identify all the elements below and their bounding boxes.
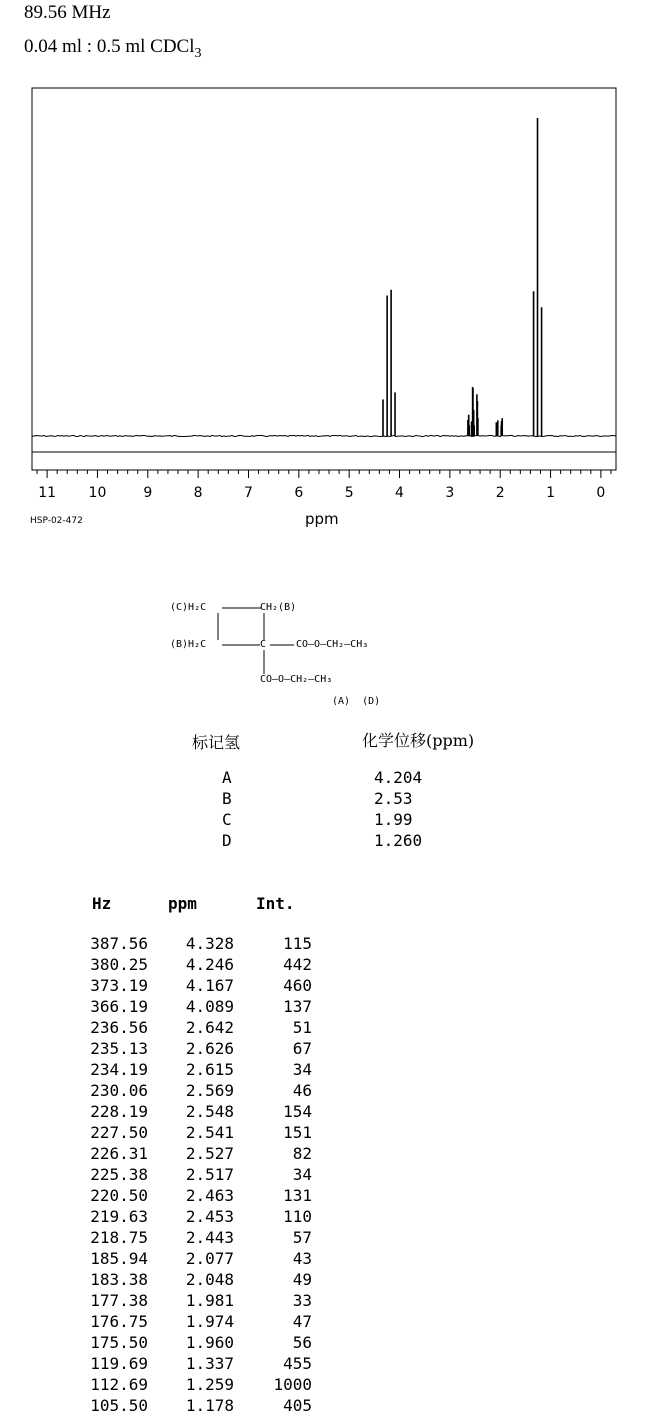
shift-label: C — [222, 810, 232, 829]
spectrum-baseline — [32, 435, 616, 436]
x-tick-label: 10 — [88, 485, 107, 501]
peak-intensity: 46 — [292, 1081, 312, 1100]
table-row — [80, 955, 340, 976]
peak-hz: 387.56 — [90, 934, 148, 953]
nmr-spectrum-chart — [0, 0, 652, 540]
peak-hz: 105.50 — [90, 1396, 148, 1415]
x-axis-label: ppm — [305, 510, 339, 528]
x-tick-label: 0 — [596, 485, 606, 501]
peak-intensity: 1000 — [273, 1375, 312, 1394]
table-row — [80, 1144, 340, 1165]
peak-hz: 228.19 — [90, 1102, 148, 1121]
peak-intensity: 34 — [292, 1165, 312, 1184]
peak-hz: 219.63 — [90, 1207, 148, 1226]
shift-label: A — [222, 768, 232, 787]
peak-ppm: 2.548 — [185, 1102, 234, 1121]
structure-ester-2: CO—O—CH₂—CH₃ — [260, 674, 333, 685]
peak-ppm: 4.328 — [185, 934, 234, 953]
peak-hz: 175.50 — [90, 1333, 148, 1352]
table-row — [80, 976, 340, 997]
peak-ppm: 2.443 — [185, 1228, 234, 1247]
peak-intensity: 49 — [292, 1270, 312, 1289]
peak-hz: 236.56 — [90, 1018, 148, 1037]
peak-intensity: 151 — [283, 1123, 312, 1142]
shift-value: 4.204 — [374, 768, 423, 787]
peak-ppm: 2.642 — [185, 1018, 234, 1037]
table-row — [80, 1228, 340, 1249]
peak-hz: 234.19 — [90, 1060, 148, 1079]
table-row — [80, 997, 340, 1018]
peak-ppm: 1.981 — [185, 1291, 234, 1310]
peak-ppm: 2.626 — [185, 1039, 234, 1058]
shift-header-ppm: 化学位移(ppm) — [362, 731, 475, 750]
shift-assignment-table — [200, 768, 500, 852]
peak-ppm: 4.167 — [185, 976, 234, 995]
sample-text: 0.04 ml : 0.5 ml CDCl — [24, 36, 195, 57]
peak-ppm: 2.463 — [185, 1186, 234, 1205]
table-row — [80, 1165, 340, 1186]
shift-row — [200, 789, 500, 810]
structure-ester-1: CO—O—CH₂—CH₃ — [296, 639, 369, 650]
peak-intensity: 67 — [292, 1039, 312, 1058]
x-tick-label: 7 — [244, 485, 253, 501]
shift-row — [200, 768, 500, 789]
peak-ppm: 2.541 — [185, 1123, 234, 1142]
shift-value: 2.53 — [374, 789, 413, 808]
peak-ppm: 2.569 — [185, 1081, 234, 1100]
peak-header-hz: Hz — [92, 894, 112, 913]
peak-intensity: 34 — [292, 1060, 312, 1079]
peak-hz: 185.94 — [90, 1249, 148, 1268]
x-tick-label: 9 — [143, 485, 153, 501]
shift-row — [200, 831, 500, 852]
peak-intensity: 154 — [283, 1102, 312, 1121]
peak-hz: 230.06 — [90, 1081, 148, 1100]
plot-frame — [32, 88, 616, 470]
peak-intensity: 56 — [292, 1333, 312, 1352]
table-row — [80, 1207, 340, 1228]
peak-hz: 366.19 — [90, 997, 148, 1016]
structure-ch2-b-left: (B)H₂C — [170, 639, 207, 650]
table-row — [80, 934, 340, 955]
peak-hz: 225.38 — [90, 1165, 148, 1184]
peak-hz: 218.75 — [90, 1228, 148, 1247]
peak-ppm: 1.259 — [185, 1375, 234, 1394]
peak-ppm: 2.517 — [185, 1165, 234, 1184]
structure-labels-ad: (A) (D) — [332, 696, 381, 707]
x-tick-label: 5 — [344, 485, 354, 501]
peak-intensity: 131 — [283, 1186, 312, 1205]
peak-ppm: 2.077 — [185, 1249, 234, 1268]
shift-value: 1.260 — [374, 831, 423, 850]
peak-hz: 112.69 — [90, 1375, 148, 1394]
peak-ppm: 2.615 — [185, 1060, 234, 1079]
peak-hz: 119.69 — [90, 1354, 148, 1373]
peak-intensity: 57 — [292, 1228, 312, 1247]
table-row — [80, 1375, 340, 1396]
table-row — [80, 1291, 340, 1312]
x-tick-label: 2 — [495, 485, 505, 501]
table-row — [80, 1249, 340, 1270]
peak-ppm: 4.089 — [185, 997, 234, 1016]
x-tick-label: 8 — [193, 485, 203, 501]
peak-intensity: 43 — [292, 1249, 312, 1268]
x-axis-tick-labels — [38, 485, 605, 501]
table-row — [80, 1354, 340, 1375]
table-row — [80, 1333, 340, 1354]
peak-intensity: 110 — [283, 1207, 312, 1226]
peak-header-int: Int. — [256, 894, 295, 913]
structure-bonds — [168, 596, 448, 706]
peak-hz: 380.25 — [90, 955, 148, 974]
peak-hz: 227.50 — [90, 1123, 148, 1142]
table-row — [80, 1102, 340, 1123]
structure-quaternary-c: C — [260, 639, 267, 650]
table-row — [80, 1039, 340, 1060]
x-tick-label: 4 — [395, 485, 404, 501]
shift-row — [200, 810, 500, 831]
peak-ppm: 2.048 — [185, 1270, 234, 1289]
table-row — [80, 1123, 340, 1144]
peak-hz: 373.19 — [90, 976, 148, 995]
spectrometer-frequency: 89.56 MHz — [24, 2, 111, 23]
shift-value: 1.99 — [374, 810, 413, 829]
peak-ppm: 1.974 — [185, 1312, 234, 1331]
x-tick-label: 6 — [294, 485, 304, 501]
peak-intensity: 47 — [292, 1312, 312, 1331]
peak-hz: 226.31 — [90, 1144, 148, 1163]
table-row — [80, 1270, 340, 1291]
peak-intensity: 460 — [283, 976, 312, 995]
peak-ppm: 1.960 — [185, 1333, 234, 1352]
spectrum-code: HSP-02-472 — [30, 516, 83, 526]
x-tick-label: 3 — [445, 485, 455, 501]
table-row — [80, 1081, 340, 1102]
peak-hz: 220.50 — [90, 1186, 148, 1205]
table-row — [80, 1060, 340, 1081]
peak-list-table — [80, 934, 340, 1417]
peak-hz: 183.38 — [90, 1270, 148, 1289]
shift-label: B — [222, 789, 232, 808]
structure-ch2-b-top: CH₂(B) — [260, 602, 297, 613]
x-tick-label: 1 — [546, 485, 556, 501]
peak-header-ppm: ppm — [168, 894, 197, 913]
peak-ppm: 1.178 — [185, 1396, 234, 1415]
table-row — [80, 1186, 340, 1207]
sample-subscript: 3 — [194, 45, 202, 61]
peak-intensity: 82 — [292, 1144, 312, 1163]
peak-intensity: 115 — [283, 934, 312, 953]
peak-intensity: 405 — [283, 1396, 312, 1415]
shift-label: D — [222, 831, 232, 850]
peak-intensity: 442 — [283, 955, 312, 974]
table-row — [80, 1312, 340, 1333]
x-axis-ticks — [37, 470, 611, 478]
spectrum-peaks — [383, 118, 542, 436]
peak-hz: 177.38 — [90, 1291, 148, 1310]
table-row — [80, 1018, 340, 1039]
peak-intensity: 51 — [292, 1018, 312, 1037]
peak-ppm: 2.527 — [185, 1144, 234, 1163]
shift-header-label: 标记氢 — [192, 733, 241, 752]
table-row — [80, 1396, 340, 1417]
x-tick-label: 11 — [38, 485, 57, 501]
peak-hz: 235.13 — [90, 1039, 148, 1058]
peak-hz: 176.75 — [90, 1312, 148, 1331]
peak-ppm: 1.337 — [185, 1354, 234, 1373]
peak-ppm: 4.246 — [185, 955, 234, 974]
peak-ppm: 2.453 — [185, 1207, 234, 1226]
structure-ch2-c: (C)H₂C — [170, 602, 207, 613]
peak-intensity: 137 — [283, 997, 312, 1016]
peak-intensity: 455 — [283, 1354, 312, 1373]
peak-intensity: 33 — [292, 1291, 312, 1310]
